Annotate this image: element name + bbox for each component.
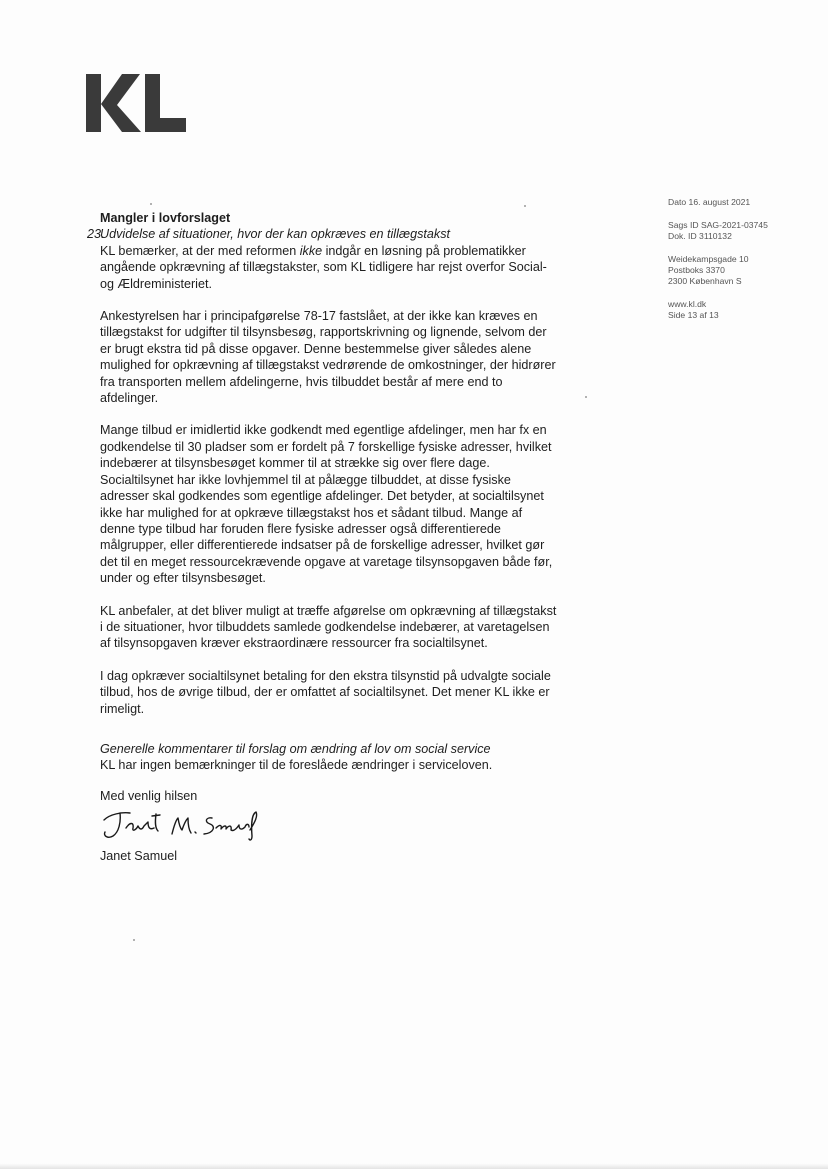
- paragraph-1-end: indgår en løsning på problematikker angående opkrævning af tillægstakster, som KL tidligere har rejst overfor Social- og Ældreministeriet.: [100, 243, 547, 291]
- paragraph-4: KL anbefaler, at det bliver muligt at træffe afgørelse om opkrævning af tillægstakst i de situationer, hvor tilbuddets samlede godkendelse indebærer, at varetagelsen af tilsynsopgaven kræver ekstraordinære ressourcer fra socialtilsynet.: [100, 603, 557, 651]
- scan-speck: [585, 396, 587, 398]
- general-comments-section: [100, 741, 560, 774]
- paragraph-3: Mange tilbud er imidlertid ikke godkendt med egentlige afdelinger, men har fx en godkendelse til 30 pladser som er fordelt på 7 forskellige fysiske adresser, hvilket indebærer at tilsynsbesøget kommer til at strække sig over flere dage. Socialtilsynet har ikke lovhjemmel til at pålægge tilbuddet, at disse fysiske adresser skal godkendes som egentlige afdelinger. Det betyder, at socialtilsynet ikke har mulighed for at opkræve tillægstakst hos et sådant tilbud. Mange af denne type tilbud har foruden flere fysiske adresser også differentierede målgrupper, eller differentierede indsatser på de forskellige adresser, hvilket gør det til en meget ressourcekrævende opgave at varetage tilsynsopgaven både før, under og efter tilsynsbesøget.: [100, 423, 553, 586]
- address-city: 2300 København S: [668, 276, 742, 286]
- closing-block: [100, 788, 560, 865]
- page-number: Side 13 af 13: [668, 310, 719, 320]
- paragraph-1-start: KL bemærker, at der med reformen: [100, 243, 300, 258]
- paragraph-2: Ankestyrelsen har i principafgørelse 78-17 fastslået, at der ikke kan kræves en tillægstakst for udgifter til tilsynsbesøg, rapportskrivning og lignende, selvom der er brugt ekstra tid på disse opgaver. Denne bestemmelse giver således alene mulighed for opkrævning af tillægstakst vedrørende de omkostninger, der hidrører fra transporten mellem afdelingerne, hvis tilbuddet består af mere end to afdelinger.: [100, 309, 556, 406]
- kl-logo: [86, 74, 186, 132]
- scan-speck: [524, 205, 526, 207]
- address-block: [668, 254, 808, 287]
- greeting: Med venlig hilsen: [100, 788, 198, 803]
- item-title: Udvidelse af situationer, hvor der kan opkræves en tillægstakst: [100, 227, 450, 242]
- website: www.kl.dk: [668, 299, 707, 309]
- paragraph-5: I dag opkræver socialtilsynet betaling for den ekstra tilsynstid på udvalgte sociale tilbud, hos de øvrige tilbud, der er omfattet af socialtilsynet. Det mener KL ikke er rimeligt.: [100, 668, 551, 716]
- address-street: Weidekampsgade 10: [668, 254, 749, 264]
- general-comments-heading: Generelle kommentarer til forslag om ændring af lov om social service: [100, 741, 491, 756]
- reference-block: [668, 220, 808, 242]
- handwritten-signature: [100, 808, 270, 842]
- paragraph-1-emphasis: ikke: [299, 243, 323, 258]
- date-line: Dato 16. august 2021: [668, 197, 751, 207]
- item-subheading: [87, 226, 560, 242]
- item-number: 23.: [87, 227, 105, 242]
- section-heading: Mangler i lovforslaget: [100, 211, 231, 225]
- document-id: Dok. ID 3110132: [668, 231, 732, 241]
- date-block: [668, 197, 808, 208]
- scan-edge: [0, 1163, 828, 1169]
- kl-logo-letters: [86, 74, 186, 132]
- letter-body: [87, 210, 560, 865]
- address-po-box: Postboks 3370: [668, 265, 725, 275]
- general-comments-text: KL har ingen bemærkninger til de foreslåede ændringer i serviceloven.: [100, 758, 493, 773]
- web-block: [668, 299, 808, 321]
- scan-speck: [150, 203, 152, 205]
- scan-speck: [133, 939, 135, 941]
- case-id: Sags ID SAG-2021-03745: [668, 220, 768, 230]
- letter-metadata: [668, 197, 808, 333]
- signatory-name: Janet Samuel: [100, 849, 178, 864]
- paragraph-1: [100, 243, 560, 292]
